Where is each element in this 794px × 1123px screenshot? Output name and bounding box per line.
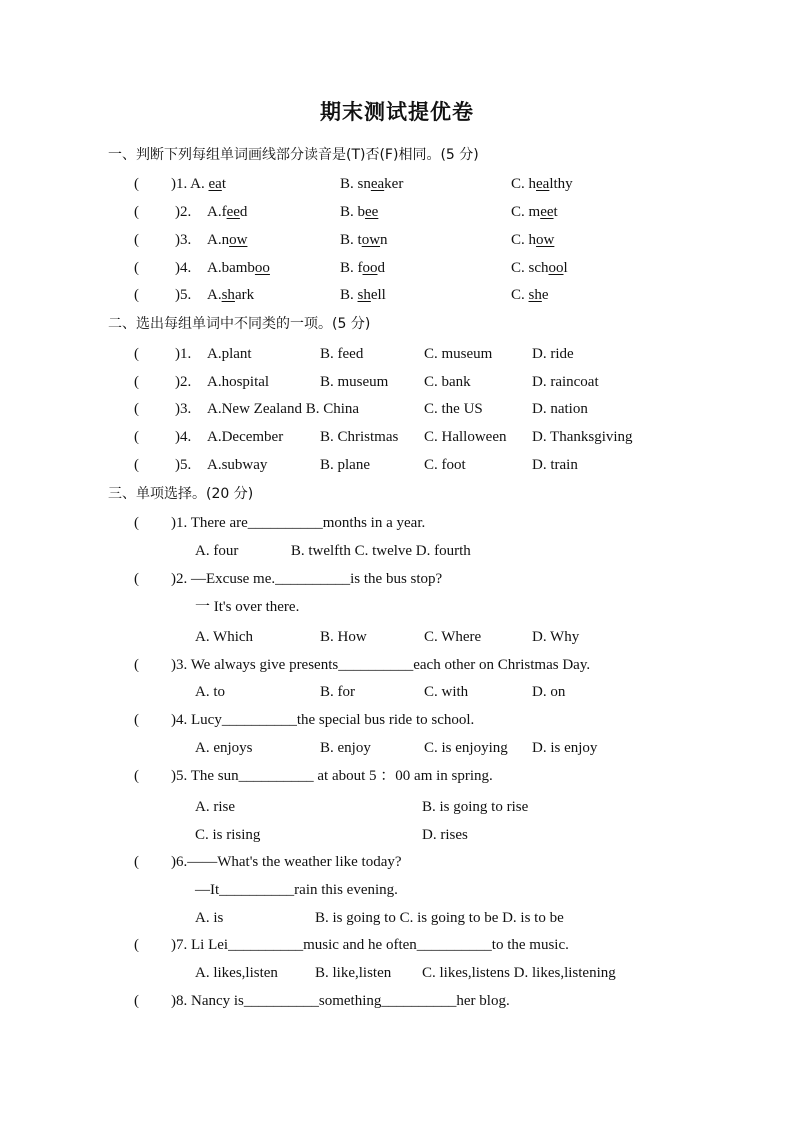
option-d: D. raincoat	[532, 374, 599, 390]
s3-q3-options	[0, 681, 794, 703]
section3-heading: 三、单项选择。(20 分)	[108, 486, 254, 502]
question-stem: )8. Nancy is__________something__________her blog.	[171, 993, 510, 1009]
answer-paren: (	[134, 260, 139, 276]
s1-question-4	[0, 257, 794, 279]
question-stem: )1. There are__________months in a year.	[171, 515, 426, 531]
answer-paren: (	[134, 374, 139, 390]
question-stem: )7. Li Lei__________music and he often__________to the music.	[171, 937, 569, 953]
s3-q6-options	[0, 907, 794, 929]
answer-paren: (	[134, 346, 139, 362]
answer-paren: (	[134, 657, 139, 673]
s2-question-4	[0, 426, 794, 448]
s3-question-5	[0, 765, 794, 787]
option-c: C. she	[511, 287, 549, 303]
s2-question-3	[0, 398, 794, 420]
question-stem: )6.——What's the weather like today?	[171, 854, 402, 870]
question-number: )1.	[175, 346, 192, 362]
option-a: A. is	[195, 910, 224, 926]
option-d: D. Thanksgiving	[532, 429, 633, 445]
s3-q1-options	[0, 540, 794, 562]
section1-heading: 一、判断下列每组单词画线部分读音是(T)否(F)相同。(5 分)	[108, 147, 479, 163]
question-number: )3.	[175, 232, 192, 248]
option-a: A.December	[207, 429, 284, 445]
question-stem: )4. Lucy__________the special bus ride to school.	[171, 712, 475, 728]
option-c: C. school	[511, 260, 568, 276]
options-cd: C. likes,listens D. likes,listening	[422, 965, 616, 981]
option-a: A.now	[207, 232, 248, 248]
answer-paren: (	[134, 571, 139, 587]
option-c: C. is rising	[195, 827, 261, 843]
option-c: C. with	[424, 684, 469, 700]
option-a: A.New Zealand B. China	[207, 401, 360, 417]
option-b: B. sneaker	[340, 176, 404, 192]
s3-question-7	[0, 934, 794, 956]
answer-paren: (	[134, 457, 139, 473]
option-b: B. for	[320, 684, 355, 700]
s1-question-2	[0, 201, 794, 223]
option-b: B. enjoy	[320, 740, 371, 756]
answer-paren: (	[134, 232, 139, 248]
question-stem: )2. —Excuse me.__________is the bus stop?	[171, 571, 443, 587]
option-b: B. feed	[320, 346, 364, 362]
s3-q7-options	[0, 962, 794, 984]
option-c: C. museum	[424, 346, 493, 362]
option-c: C. foot	[424, 457, 466, 473]
answer-paren: (	[134, 401, 139, 417]
option-b: B. like,listen	[315, 965, 392, 981]
answer-paren: (	[134, 176, 139, 192]
option-a: A.bamboo	[207, 260, 270, 276]
question-stem: )3. We always give presents__________each other on Christmas Day.	[171, 657, 591, 673]
option-a: A.shark	[207, 287, 255, 303]
s3-q2-reply	[0, 596, 794, 618]
s2-question-1	[0, 343, 794, 365]
options-bcd: B. is going to C. is going to be D. is to be	[315, 910, 564, 926]
question-number: )1. A. eat	[171, 176, 226, 192]
option-c: C. Where	[424, 629, 482, 645]
option-b: B. plane	[320, 457, 370, 473]
option-c: C. is enjoying	[424, 740, 508, 756]
answer-paren: (	[134, 993, 139, 1009]
s3-q5-options-row2	[0, 824, 794, 846]
answer-paren: (	[134, 768, 139, 784]
dialogue-reply: 一 It's over there.	[195, 599, 300, 615]
option-b: B. bee	[340, 204, 379, 220]
section2-heading: 二、选出每组单词中不同类的一项。(5 分)	[108, 316, 371, 332]
option-b: B. town	[340, 232, 388, 248]
option-c: C. the US	[424, 401, 483, 417]
option-c: C. Halloween	[424, 429, 507, 445]
option-c: C. bank	[424, 374, 471, 390]
question-number: )5.	[175, 457, 192, 473]
option-a: A. enjoys	[195, 740, 253, 756]
option-b: B. museum	[320, 374, 389, 390]
s3-question-8	[0, 990, 794, 1012]
answer-paren: (	[134, 287, 139, 303]
s1-question-5	[0, 284, 794, 306]
s3-question-6	[0, 851, 794, 873]
question-number: )4.	[175, 260, 192, 276]
option-b: B. is going to rise	[422, 799, 529, 815]
option-b: B. shell	[340, 287, 386, 303]
s3-question-3	[0, 654, 794, 676]
dialogue-reply: —It__________rain this evening.	[195, 882, 398, 898]
option-a: A. rise	[195, 799, 235, 815]
s3-q5-options-row1	[0, 796, 794, 818]
option-d: D. ride	[532, 346, 574, 362]
question-number: )3.	[175, 401, 192, 417]
option-d: D. Why	[532, 629, 580, 645]
question-number: )2.	[175, 204, 192, 220]
option-d: D. rises	[422, 827, 468, 843]
option-a: A.plant	[207, 346, 252, 362]
option-a: A.hospital	[207, 374, 270, 390]
s3-q2-options	[0, 626, 794, 648]
option-a: A. likes,listen	[195, 965, 278, 981]
option-d: D. nation	[532, 401, 588, 417]
question-number: )2.	[175, 374, 192, 390]
page-title: 期末测试提优卷	[320, 100, 474, 124]
s2-question-2	[0, 371, 794, 393]
question-number: )5.	[175, 287, 192, 303]
question-number: )4.	[175, 429, 192, 445]
s3-q4-options	[0, 737, 794, 759]
option-a: A.feed	[207, 204, 248, 220]
s2-question-5	[0, 454, 794, 476]
option-c: C. how	[511, 232, 555, 248]
option-a: A. to	[195, 684, 225, 700]
option-c: C. healthy	[511, 176, 573, 192]
question-stem: )5. The sun__________ at about 5 ：00 am in spring.	[171, 768, 493, 784]
s3-q6-reply	[0, 879, 794, 901]
option-b: B. How	[320, 629, 367, 645]
option-c: C. meet	[511, 204, 558, 220]
option-d: D. on	[532, 684, 566, 700]
answer-paren: (	[134, 204, 139, 220]
answer-paren: (	[134, 854, 139, 870]
option-a: A. Which	[195, 629, 254, 645]
option-b: B. Christmas	[320, 429, 399, 445]
option-a: A.subway	[207, 457, 268, 473]
s3-question-1	[0, 512, 794, 534]
option-b: B. food	[340, 260, 385, 276]
s1-question-3	[0, 229, 794, 251]
option-d: D. train	[532, 457, 578, 473]
s3-question-4	[0, 709, 794, 731]
answer-paren: (	[134, 937, 139, 953]
option-d: D. is enjoy	[532, 740, 598, 756]
answer-paren: (	[134, 712, 139, 728]
s1-question-1	[0, 173, 794, 195]
answer-paren: (	[134, 515, 139, 531]
options-text: A. four B. twelfth C. twelve D. fourth	[195, 543, 471, 559]
answer-paren: (	[134, 429, 139, 445]
s3-question-2	[0, 568, 794, 590]
